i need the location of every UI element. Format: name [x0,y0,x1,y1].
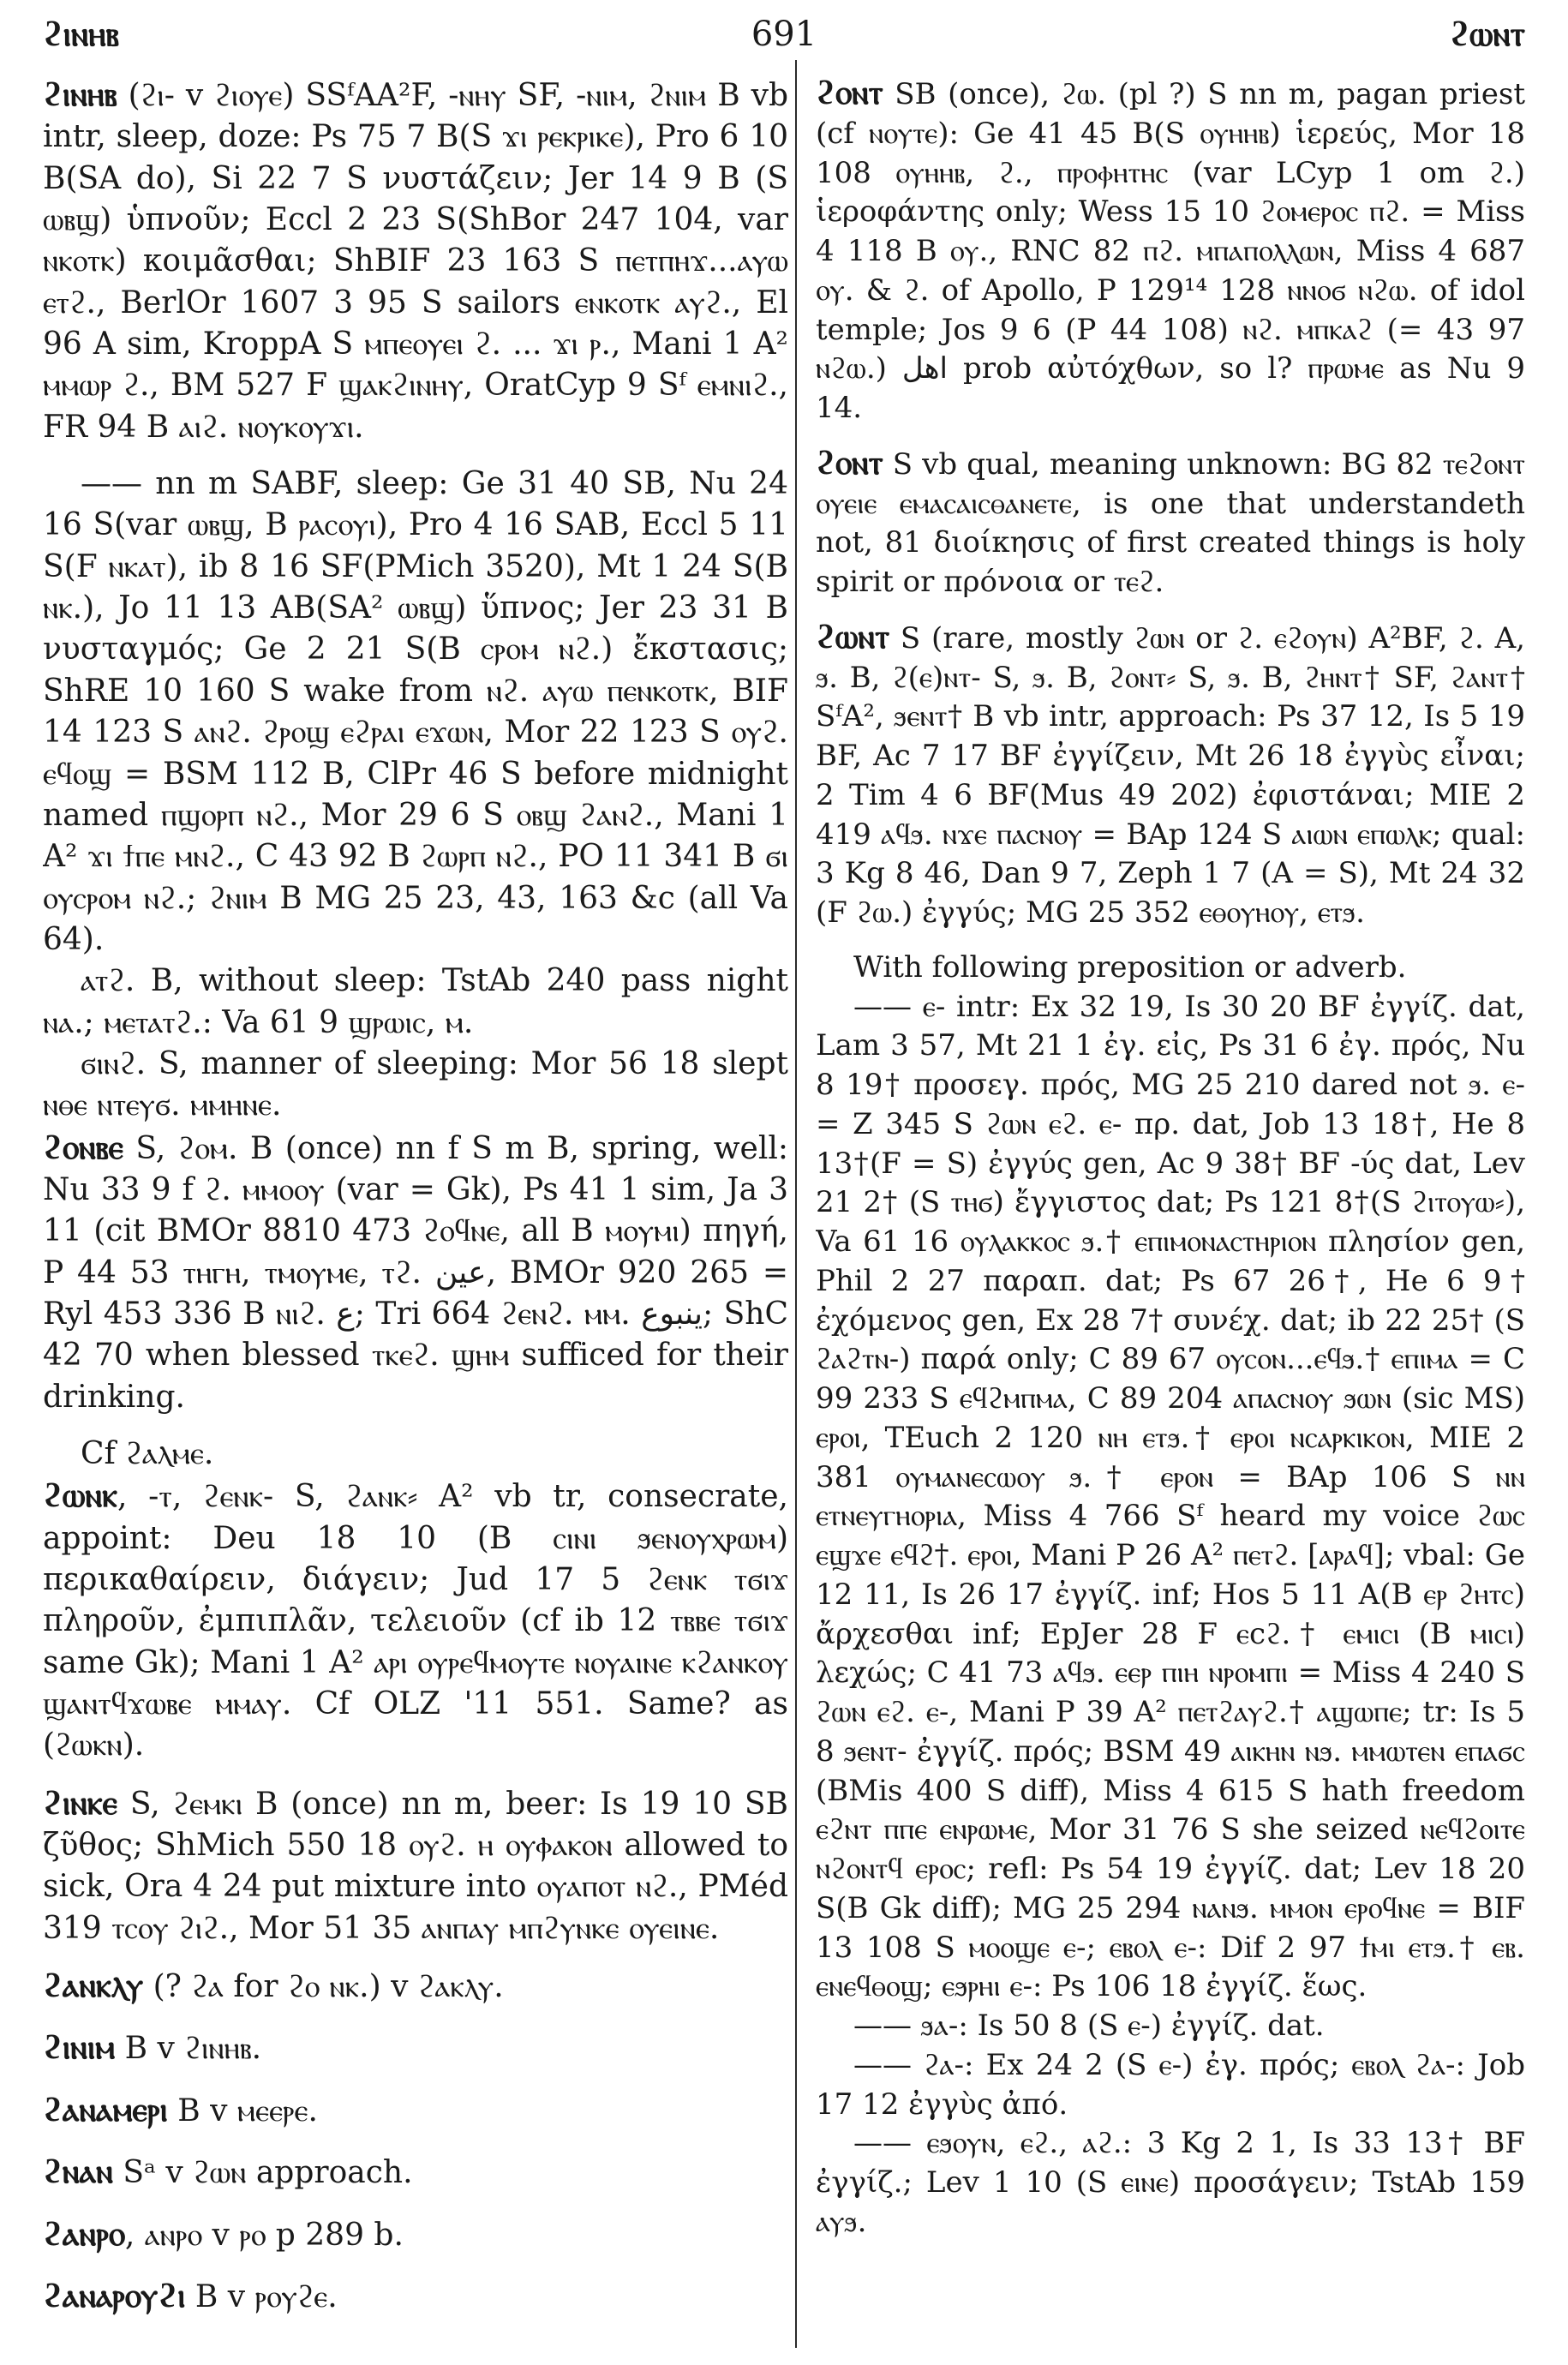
entry-text: ⲁⲧϩ. B, without sleep: TstAb 240 pass night ⲛⲁ.; ⲙⲉⲧⲁⲧϩ.: Va 61 9 ϣⲣⲱⲓⲥ, ⲙ. [43,963,788,1040]
entry-headword: ϩⲓⲛⲓⲙ [43,2027,116,2068]
entry-text: Sᵃ v ϩⲱⲛ approach. [112,2155,413,2191]
dictionary-entry [43,2213,788,2256]
entry-subsection [43,464,788,961]
entry-subsection [816,2007,1525,2046]
entry-headword: ϩⲱⲛⲕ [43,1476,117,1516]
entry-text: S vb qual, meaning unknown: BG 82 ⲧⲉϩⲟⲛⲧ ⲟⲩⲉⲓⲉ ⲉⲙⲁⲥⲁⲓⲥⲑⲁⲛⲉⲧⲉ, is one that understandeth not, 81 διοίκησις of first created things is holy spirit or πρόνοια or ⲧⲉϩ. [816,446,1525,599]
running-header [43,10,1525,58]
dictionary-entry [43,2275,788,2318]
entry-headword: ϩⲁⲛⲕⲗⲩ [43,1966,144,2006]
header-right-catchword: ϩⲱⲛⲧ [1449,14,1525,54]
entry-text: S, ϩⲟⲙ. B (once) nn f S m B, spring, well: Nu 33 9 f ϩ. ⲙⲙⲟⲟⲩ (var = Gk), Ps 41 1 sim, Ja 3 11 (cit BMOr 8810 473 ϩⲟϥⲛⲉ, all B ⲙⲟⲩⲙⲓ) πηγή, P 44 53 ⲧⲏⲅⲏ, ⲧⲙⲟⲩⲙⲉ, ⲧϩ. عين, BMOr 920 265 = Ryl 453 336 B ⲛⲓϩ. ع; Tri 664 ϩⲉⲛϩ. ⲙⲙ. ينبوع; ShC 42 70 when blessed ⲧⲕⲉϩ. ϣⲏⲙ sufficed for their drinking. [43,1130,788,1415]
entry-text: B v ϩⲓⲛⲏⲃ. [115,2031,262,2067]
dictionary-entry [43,2151,788,2194]
left-column [43,74,788,2344]
dictionary-entry [43,1965,788,2008]
entry-text: —— nn m SABF, sleep: Ge 31 40 SB, Nu 24 16 S(var ⲱⲃϣ, B ⲣⲁⲥⲟⲩⲓ), Pro 4 16 SAB, Eccl 5 11 S(F ⲛⲕⲁⲧ), ib 8 16 SF(PMich 3520), Mt 1 24 S(B ⲛⲕ.), Jo 11 13 AB(SA² ⲱⲃϣ) ὕπνος; Jer 23 31 B νυσταγμός; Ge 2 21 S(B ⲥⲣⲟⲙ ⲛϩ.) ἔκστασις; ShRE 10 160 S wake from ⲛϩ. ⲁⲩⲱ ⲡⲉⲛⲕⲟⲧⲕ, BIF 14 123 S ⲁⲛϩ. ϩⲣⲟϣ ⲉϩⲣⲁⲓ ⲉϫⲱⲛ, Mor 22 123 S ⲟⲩϩ. ⲉϥⲟϣ = BSM 112 B, ClPr 46 S before midnight named ⲡϣⲟⲣⲡ ⲛϩ., Mor 29 6 S ⲟⲃϣ ϩⲁⲛϩ., Mani 1 A² ϫⲓ ϯⲡⲉ ⲙⲛϩ., C 43 92 B ϩⲱⲣⲡ ⲛϩ., PO 11 341 B ϭⲓ ⲟⲩⲥⲣⲟⲙ ⲛϩ.; ϩⲛⲓⲙ B MG 25 23, 43, 163 &c (all Va 64). [43,466,788,957]
entry-subsection [816,2124,1525,2242]
dictionary-entry [43,1475,788,1766]
entry-text: (ϩⲓ- v ϩⲓⲟⲩⲉ) SSᶠAA²F, -ⲛⲏⲩ SF, -ⲛⲓⲙ, ϩⲛⲓⲙ B vb intr, sleep, doze: Ps 75 7 B(S ϫⲓ ⲣⲉⲕⲣⲓⲕⲉ), Pro 6 10 B(SA do), Si 22 7 S νυστάζειν; Jer 14 9 B (S ⲱⲃϣ) ὑπνοῦν; Eccl 2 23 S(ShBor 247 104, var ⲛⲕⲟⲧⲕ) κοιμᾶσθαι; ShBIF 23 163 S ⲡⲉⲧⲡⲏϫ...ⲁⲩⲱ ⲉⲧϩ., BerlOr 1607 3 95 S sailors ⲉⲛⲕⲟⲧⲕ ⲁⲩϩ., El 96 A sim, KroppA S ⲙⲡⲉⲟⲩⲉⲓ ϩ. ... ϫⲓ ⲣ., Mani 1 A² ⲙⲙⲱⲣ ϩ., BM 527 F ϣⲁⲕϩⲓⲛⲏⲩ, OratCyp 9 Sᶠ ⲉⲙⲛⲓϩ., FR 94 B ⲁⲓϩ. ⲛⲟⲩⲕⲟⲩϫⲓ. [43,78,788,445]
entry-headword: ϩⲛⲁⲛ [43,2152,113,2192]
entry-text: With following preposition or adverb. [853,949,1407,985]
right-column [816,74,1525,2344]
entry-text: , ⲁⲛⲣⲟ v ⲣⲟ p 289 b. [124,2217,404,2253]
dictionary-entry [43,74,788,448]
dictionary-entry [43,1782,788,1949]
entry-headword: ϩⲱⲛⲧ [816,616,890,656]
entry-text: SB (once), ϩⲱ. (pl ?) S nn m, pagan priest (cf ⲛⲟⲩⲧⲉ): Ge 41 45 B(S ⲟⲩⲏⲏⲃ) ἱερεύς, Mor 18 108 ⲟⲩⲏⲏⲃ, ϩ., ⲡⲣⲟⲫⲏⲧⲏⲥ (var LCyp 1 om ϩ.) ἱεροφάντης only; Wess 15 10 ϩⲟⲙⲉⲣⲟⲥ ⲡϩ. = Miss 4 118 B ⲟⲩ., RNC 82 ⲡϩ. ⲙⲡⲁⲡⲟⲗⲗⲱⲛ, Miss 4 687 ⲟⲩ. & ϩ. of Apollo, P 129¹⁴ 128 ⲛⲛⲟϭ ⲛϩⲱ. of idol temple; Jos 9 6 (P 44 108) ⲛϩ. ⲙⲡⲕⲁϩ (= 43 97 ⲛϩⲱ.) اهل prob αὐτόχθων, so l? ⲡⲣⲱⲙⲉ as Nu 9 14. [816,77,1525,425]
entry-subsection [43,1044,788,1127]
entry-headword: ϩⲓⲛⲏⲃ [43,75,117,114]
entry-text: ϭⲓⲛϩ. S, manner of sleeping: Mor 56 18 slept ⲛⲑⲉ ⲛⲧⲉⲩϭ. ⲙⲙⲏⲛⲉ. [43,1045,788,1123]
entry-headword: ϩⲁⲛⲣⲟ [43,2213,125,2254]
dictionary-entry [816,74,1525,428]
entry-headword: ϩⲓⲛⲕⲉ [43,1782,117,1823]
entry-headword: ϩⲟⲛⲃⲉ [43,1127,123,1167]
entry-subsection [43,961,788,1044]
entry-text: —— ⲉϧⲟⲩⲛ, ⲉϩ., ⲁϩ.: 3 Kg 2 1, Is 33 13† BF ἐγγίζ.; Lev 1 10 (S ⲉⲓⲛⲉ) προσάγειν; TstAb 159 ⲁⲩϧ. [816,2126,1525,2239]
entry-text: B v ⲙⲉⲉⲣⲉ. [167,2093,318,2128]
header-left-catchword: ϩⲓⲛⲏⲃ [43,14,119,54]
entry-text: —— ⲉ- intr: Ex 32 19, Is 30 20 BF ἐγγίζ. dat, Lam 3 57, Mt 21 1 ἐγ. εἰς, Ps 31 6 ἐγ. πρός, Nu 8 19† προσεγ. πρός, MG 25 210 dared not ϧ. ⲉ- = Z 345 S ϩⲱⲛ ⲉϩ. ⲉ- πρ. dat, Job 13 18†, He 8 13†(F = S) ἐγγύς gen, Ac 9 38† BF -ύς dat, Lev 21 2† (S ⲧⲏϭ) ἔγγιστος dat; Ps 121 8†(S ϩⲓⲧⲟⲩⲱ⸗), Va 61 16 ⲟⲩⲗⲁⲕⲕⲟⲥ ϧ.† ⲉⲡⲓⲙⲟⲛⲁⲥⲧⲏⲣⲓⲟⲛ πλησίον gen, Phil 2 27 παραπ. dat; Ps 67 26†, He 6 9† ἐχόμενος gen, Ex 28 7† συνέχ. dat; ib 22 25† (S ϩⲁϩⲧⲛ-) παρά only; C 89 67 ⲟⲩⲥⲟⲛ...ⲉϥϧ.† ⲉⲡⲓⲙⲁ = C 99 233 S ⲉϥϩⲙⲡⲙⲁ, C 89 204 ⲁⲡⲁⲥⲛⲟⲩ ϧⲱⲛ (sic MS) ⲉⲣⲟⲓ, TEuch 2 120 ⲛⲏ ⲉⲧϧ.† ⲉⲣⲟⲓ ⲛⲥⲁⲣⲕⲓⲕⲟⲛ, MIE 2 381 ⲟⲩⲙⲁⲛⲉⲥⲱⲟⲩ ϧ.† ⲉⲣⲟⲛ = BAp 106 S ⲛⲛ ⲉⲧⲛⲉⲩⲅⲏⲟⲣⲓⲁ, Miss 4 766 Sᶠ heard my voice ϩⲱⲥ ⲉϣϫⲉ ⲉϥϩ†. ⲉⲣⲟⲓ, Mani P 26 A² ⲡⲉⲧϩ. [ⲁⲣⲁϥ]; vbal: Ge 12 11, Is 26 17 ἐγγίζ. inf; Hos 5 11 A(B ⲉⲣ ϩⲏⲧⲥ) ἄρχεσθαι inf; EpJer 28 F ⲉϲϩ.† ⲉⲙⲓⲥⲓ (B ⲙⲓⲥⲓ) λεχώς; C 41 73 ⲁϥϧ. ⲉⲉⲣ ⲡⲓⲏ ⲛⲣⲟⲙⲡⲓ = Miss 4 240 S ϩⲱⲛ ⲉϩ. ⲉ-, Mani P 39 A² ⲡⲉⲧϩⲁⲩϩ.† ⲁϣⲱⲡⲉ; tr: Is 5 8 ϧⲉⲛⲧ- ἐγγίζ. πρός; BSM 49 ⲁⲓⲕⲏⲛ ⲛϧ. ⲙⲙⲱⲧⲉⲛ ⲉⲡⲁϭⲥ (BMis 400 S diff), Miss 4 615 S hath freedom ⲉϩⲛⲧ ⲡⲡⲉ ⲉⲛⲣⲱⲙⲉ, Mor 31 76 S she seized ⲛⲉϥϩⲟⲓⲧⲉ ⲛϩⲟⲛⲧϥ ⲉⲣⲟⲥ; refl: Ps 54 19 ἐγγίζ. dat; Lev 18 20 S(B Gk diff); MG 25 294 ⲛⲁⲛϧ. ⲙⲙⲟⲛ ⲉⲣⲟϥⲛⲉ = BIF 13 108 S ⲙⲟⲟϣⲉ ⲉ-; ⲉⲃⲟⲗ ⲉ-: Dif 2 97 ϯⲙⲓ ⲉⲧϧ.† ⲉⲃ. ⲉⲛⲉϥⲑⲟϣ; ⲉϧⲣⲏⲓ ⲉ-: Ps 106 18 ἐγγίζ. ἕως. [816,989,1525,2004]
entry-headword: ϩⲟⲛⲧ [816,442,883,482]
page-number: 691 [751,15,817,54]
entry-subsection [816,988,1525,2008]
entry-subsection [816,949,1525,988]
dictionary-entry [816,444,1525,602]
dictionary-entry [43,1127,788,1418]
entry-text: Cf ϩⲁⲗⲙⲉ. [81,1436,214,1471]
entry-text: B v ⲣⲟⲩϩⲉ. [185,2278,338,2314]
entry-text: —— ϩⲁ-: Ex 24 2 (S ⲉ-) ἐγ. πρός; ⲉⲃⲟⲗ ϩⲁ-: Job 17 12 ἐγγὺς ἀπό. [816,2047,1525,2122]
entry-text: (? ϩⲁ for ϩⲟ ⲛⲕ.) v ϩⲁⲕⲗⲩ. [143,1969,504,2005]
entry-text: , -ⲧ, ϩⲉⲛⲕ- S, ϩⲁⲛⲕ⸗ A² vb tr, consecrate, appoint: Deu 18 10 (B ⲥⲓⲛⲓ ϧⲉⲛⲟⲩⲭⲣⲱⲙ) περικαθαίρειν, διάγειν; Jud 17 5 ϩⲉⲛⲕ ⲧϭⲓϫ πληροῦν, ἐμπιπλᾶν, τελειοῦν (cf ib 12 ⲧⲃⲃⲉ ⲧϭⲓϫ same Gk); Mani 1 A² ⲁⲣⲓ ⲟⲩⲣⲉϥⲙⲟⲩⲧⲉ ⲛⲟⲩⲁⲓⲛⲉ ⲕϩⲁⲛⲕⲟⲩ ϣⲁⲛⲧϥϫⲱⲃⲉ ⲙⲙⲁⲩ. Cf OLZ '11 551. Same? as (ϩⲱⲕⲛ). [43,1479,788,1763]
entry-subsection [43,1434,788,1475]
entry-headword: ϩⲁⲛⲁⲙⲉⲣⲓ [43,2089,168,2129]
column-divider [795,60,797,2348]
entry-text: —— ϧⲁ-: Is 50 8 (S ⲉ-) ἐγγίζ. dat. [853,2009,1325,2043]
entry-headword: ϩⲁⲛⲁⲣⲟⲩϩⲓ [43,2275,186,2315]
entry-text: S, ϩⲉⲙⲕⲓ B (once) nn m, beer: Is 19 10 SB ζῦθος; ShMich 550 18 ⲟⲩϩ. ⲏ ⲟⲩⲫⲁⲕⲟⲛ allowed to sick, Ora 4 24 put mixture into ⲟⲩⲁⲡⲟⲧ ⲛϩ., PMéd 319 ⲧⲥⲟⲩ ϩⲓϩ., Mor 51 35 ⲁⲛⲡⲁⲩ ⲙⲡϩⲩⲛⲕⲉ ⲟⲩⲉⲓⲛⲉ. [43,1786,788,1946]
dictionary-entry [43,2089,788,2132]
dictionary-entry [816,618,1525,933]
entry-text: S (rare, mostly ϩⲱⲛ or ϩ. ⲉϩⲟⲩⲛ) A²BF, ϩ. A, ϧ. B, ϩ(ⲉ)ⲛⲧ- S, ϧ. B, ϩⲟⲛⲧ⸗ S, ϧ. B, ϩⲏⲛⲧ† SF, ϩⲁⲛⲧ† SᶠA², ϧⲉⲛⲧ† B vb intr, approach: Ps 37 12, Is 5 19 BF, Ac 7 17 BF ἐγγίζειν, Mt 26 18 ἐγγὺς εἶναι; 2 Tim 4 6 BF(Mus 49 202) ἐφιστάναι; MIE 2 419 ⲁϥϧ. ⲛϫⲉ ⲡⲁⲥⲛⲟⲩ = BAp 124 S ⲁⲓⲱⲛ ⲉⲡⲱⲗⲕ; qual: 3 Kg 8 46, Dan 9 7, Zeph 1 7 (A = S), Mt 24 32 (F ϩⲱ.) ἐγγύς; MG 25 352 ⲉⲑⲟⲩⲏⲟⲩ, ⲉⲧϧ. [816,620,1525,930]
dictionary-entry [43,2027,788,2069]
entry-headword: ϩⲟⲛⲧ [816,74,883,112]
entry-subsection [816,2046,1525,2125]
